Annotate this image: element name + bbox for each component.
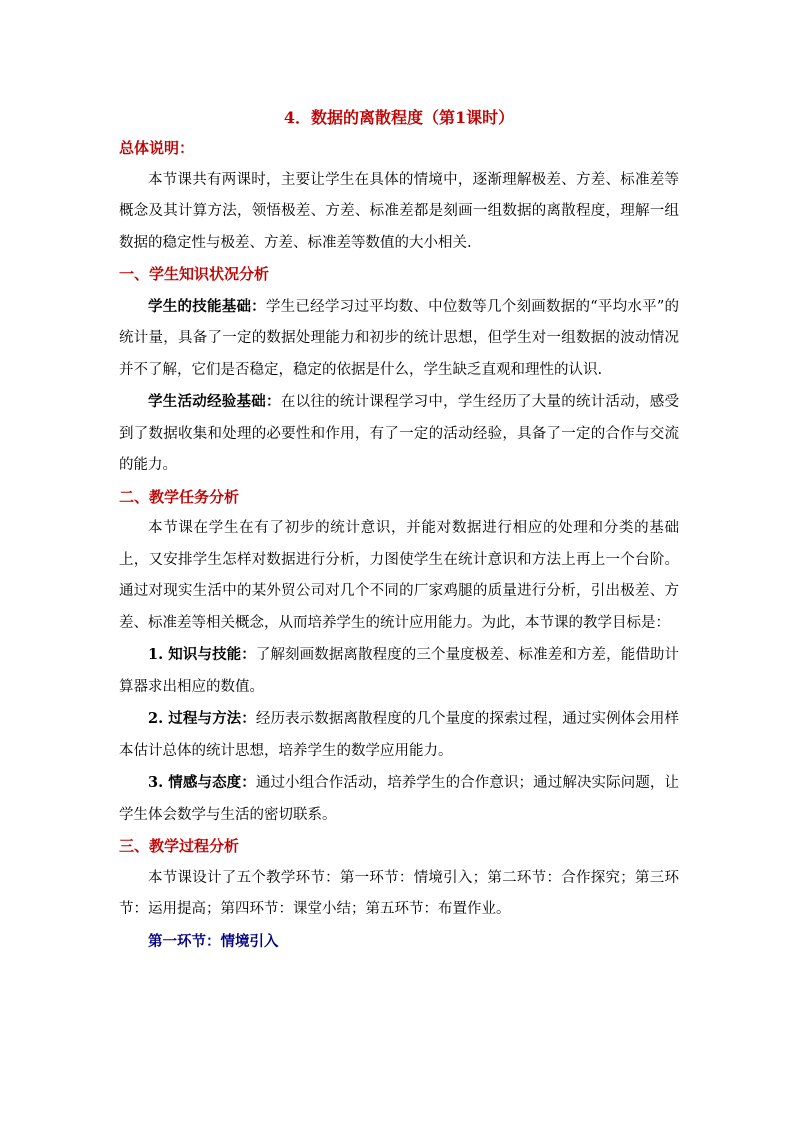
overview-heading: 总体说明：	[119, 139, 195, 157]
goal-3-paragraph	[119, 767, 679, 831]
task-paragraph: 本节课在学生在有了初步的统计意识，并能对数据进行相应的处理和分类的基础上，又安排学生怎样对数据进行分析，力图使学生在统计意识和方法上再上一个台阶。通过对现实生活中的某外贸公司对几个不同的厂家鸡腿的质量进行分析，引出极差、方差、标准差等相关概念，从而培养学生的统计应用能力。为此，本节课的教学目标是：	[119, 520, 679, 631]
step-1-heading: 第一环节：情境引入	[148, 932, 279, 950]
goal-1-text: 了解刻画数据离散程度的三个量度极差、标准差和方差，能借助计算器求出相应的数值。	[119, 647, 680, 695]
goal-2-text: 经历表示数据离散程度的几个量度的探索过程，通过实例体会用样本估计总体的统计思想，培养学生的数学应用能力。	[119, 711, 680, 759]
activity-text: 在以往的统计课程学习中，学生经历了大量的统计活动，感受到了数据收集和处理的必要性和作用，有了一定的活动经验，具备了一定的合作与交流的能力。	[119, 394, 680, 473]
goal-1-lead: 1. 知识与技能：	[148, 646, 256, 663]
goal-1-paragraph	[119, 639, 679, 703]
goal-3-lead: 3. 情感与态度：	[148, 774, 256, 791]
skill-text: 学生已经学习过平均数、中位数等几个刻画数据的“平均水平”的统计量，具备了一定的数据处理能力和初步的统计思想，但学生对一组数据的波动情况并不了解，它们是否稳定，稳定的依据是什么，学生缺乏直观和理性的认识.	[119, 298, 680, 378]
section-2-heading: 二、教学任务分析	[119, 487, 240, 506]
activity-lead: 学生活动经验基础：	[148, 393, 281, 410]
skill-paragraph	[119, 291, 679, 387]
overview-paragraph: 本节课共有两课时，主要让学生在具体的情境中，逐渐理解极差、方差、标准差等概念及其计算方法，领悟极差、方差、标准差都是刻画一组数据的离散程度，理解一组数据的稳定性与极差、方差、标准差等数值的大小相关.	[119, 171, 679, 251]
document-body	[119, 103, 679, 957]
goal-3-text: 通过小组合作活动，培养学生的合作意识；通过解决实际问题，让学生体会数学与生活的密切联系。	[119, 775, 680, 823]
section-1-heading: 一、学生知识状况分析	[119, 265, 270, 283]
process-paragraph: 本节课设计了五个教学环节：第一环节：情境引入；第二环节：合作探究；第三环节：运用提高；第四环节：课堂小结；第五环节：布置作业。	[119, 869, 679, 917]
goal-2-lead: 2. 过程与方法：	[148, 710, 256, 727]
activity-paragraph	[119, 386, 679, 482]
goal-2-paragraph	[119, 703, 679, 767]
section-3-heading: 三、教学过程分析	[119, 837, 240, 855]
document-title: 4．数据的离散程度（第1课时）	[283, 108, 515, 127]
skill-lead: 学生的技能基础：	[148, 297, 266, 315]
